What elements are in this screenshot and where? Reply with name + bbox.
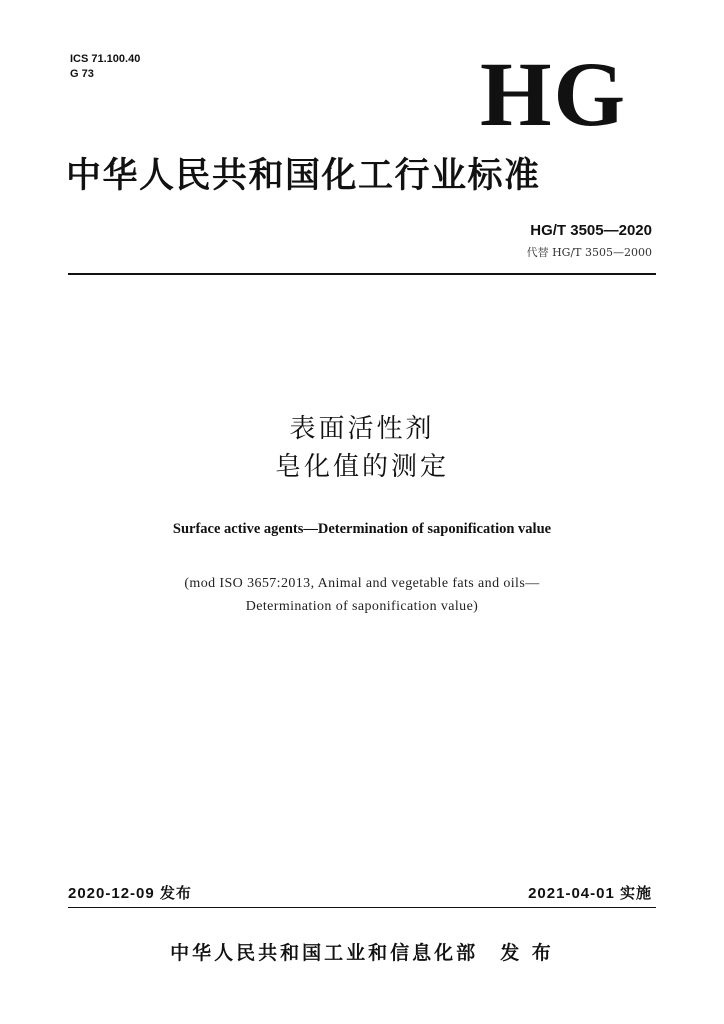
ccs-code: G 73 [70, 68, 94, 80]
title-en: Surface active agents—Determination of saponification value [172, 521, 552, 537]
issue-date: 2020-12-09 发布 [68, 885, 192, 902]
title-cn-line1: 表面活性剂 [289, 414, 435, 444]
standard-number: HG/T 3505—2020 [530, 222, 652, 239]
header-divider [68, 273, 656, 275]
mod-reference-line1: (mod ISO 3657:2013, Animal and vegetable fats and oils— [184, 576, 540, 591]
classification-codes [70, 52, 140, 82]
hg-logo: HG [480, 43, 628, 145]
implementation-date: 2021-04-01 实施 [528, 885, 652, 902]
standard-category-title: 中华人民共和国化工行业标准 [66, 156, 541, 196]
issuer-line [0, 940, 724, 966]
title-cn-line2: 皂化值的测定 [274, 452, 449, 482]
ics-code: ICS 71.100.40 [70, 53, 141, 65]
mod-reference-line2: Determination of saponification value) [245, 599, 479, 614]
footer-divider [68, 907, 656, 908]
replaces-standard: 代替 HG/T 3505—2000 [526, 246, 652, 259]
publish-label: 发 布 [500, 942, 554, 964]
issuer-name: 中华人民共和国工业和信息化部 [170, 942, 479, 964]
